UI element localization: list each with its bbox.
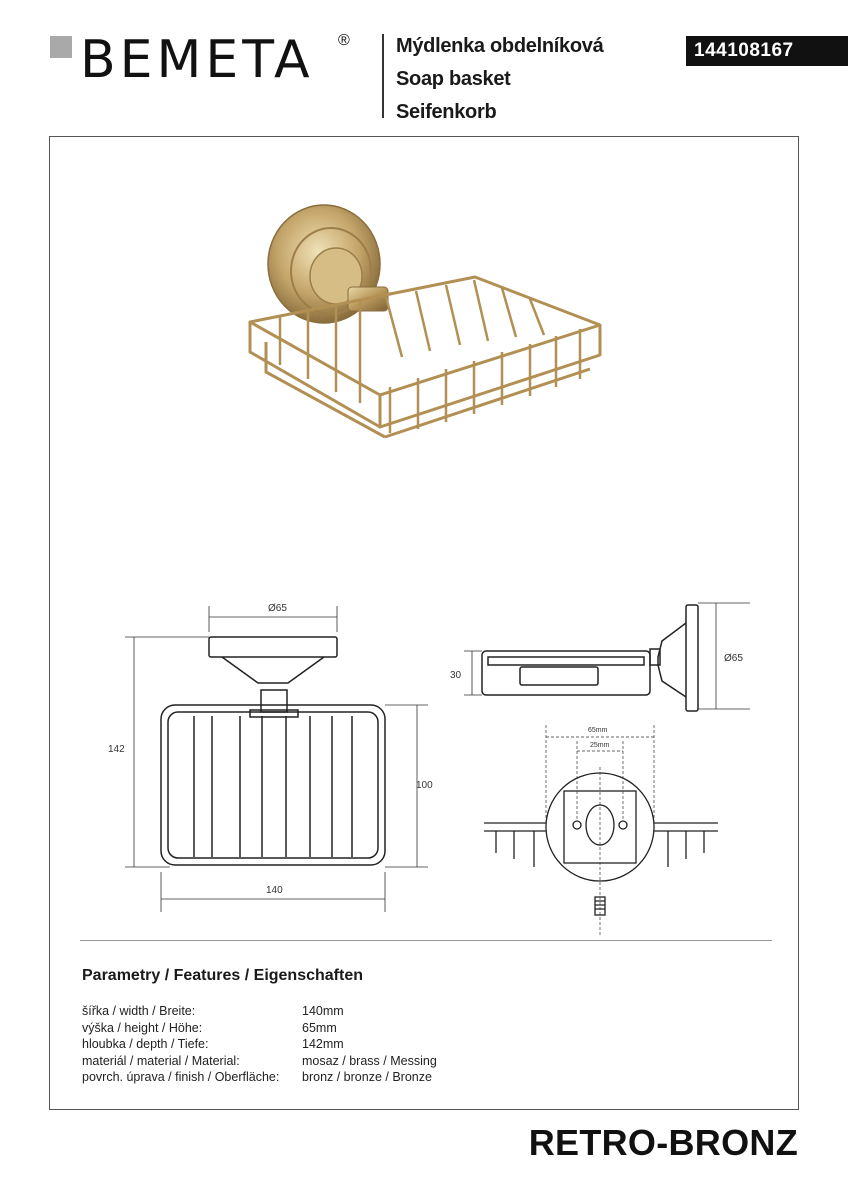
product-sheet-frame [49,136,799,1110]
header [0,0,848,130]
brand-logo [50,30,360,90]
features-title: Parametry / Features / Eigenschaften [82,967,363,984]
mount-detail-drawing [484,773,718,915]
feature-value: bronz / bronze / Bronze [302,1070,432,1084]
features-section [82,967,437,1086]
feature-value: mosaz / brass / Messing [302,1053,437,1068]
product-name-en: Soap basket [396,68,511,90]
product-name-cz: Mýdlenka obdelníková [396,35,604,57]
feature-row [82,1069,437,1086]
feature-label: hloubka / depth / Tiefe: [82,1037,209,1051]
series-title: RETRO-BRONZ [528,1122,798,1163]
feature-label: povrch. úprava / finish / Oberfläche: [82,1070,280,1084]
feature-label: šířka / width / Breite: [82,1004,196,1018]
feature-label: výška / height / Höhe: [82,1020,203,1035]
technical-drawings [50,137,800,1111]
front-diameter-label: Ø65 [268,603,287,614]
feature-row [82,1003,437,1020]
feature-label: materiál / material / Material: [82,1053,240,1068]
product-name-de: Seifenkorb [396,101,497,123]
mount-outer-label: 65mm [588,727,608,734]
side-depth-label: 30 [450,670,462,681]
brand-name: BEMETA [80,30,314,90]
front-view-drawing [161,637,385,865]
header-divider [382,34,384,118]
product-photo [250,205,600,437]
front-height-label: 142 [108,744,125,755]
feature-value: 142mm [302,1037,344,1051]
side-view-drawing [482,605,698,711]
feature-value: 65mm [302,1020,337,1035]
feature-row [82,1020,437,1037]
product-names [396,30,603,129]
side-dimension-lines [464,603,750,709]
mount-inner-label: 25mm [590,742,610,749]
product-code-badge: 144108167 [686,36,848,66]
front-width-label: 140 [266,885,283,896]
feature-row [82,1036,437,1053]
logo-square-icon [50,36,72,58]
side-diameter-label: Ø65 [724,653,743,664]
feature-row [82,1053,437,1070]
registered-mark: ® [338,32,350,49]
front-dimension-lines [125,606,428,912]
section-divider [80,940,772,941]
front-basket-height-label: 100 [416,780,433,791]
feature-value: 140mm [302,1004,344,1018]
